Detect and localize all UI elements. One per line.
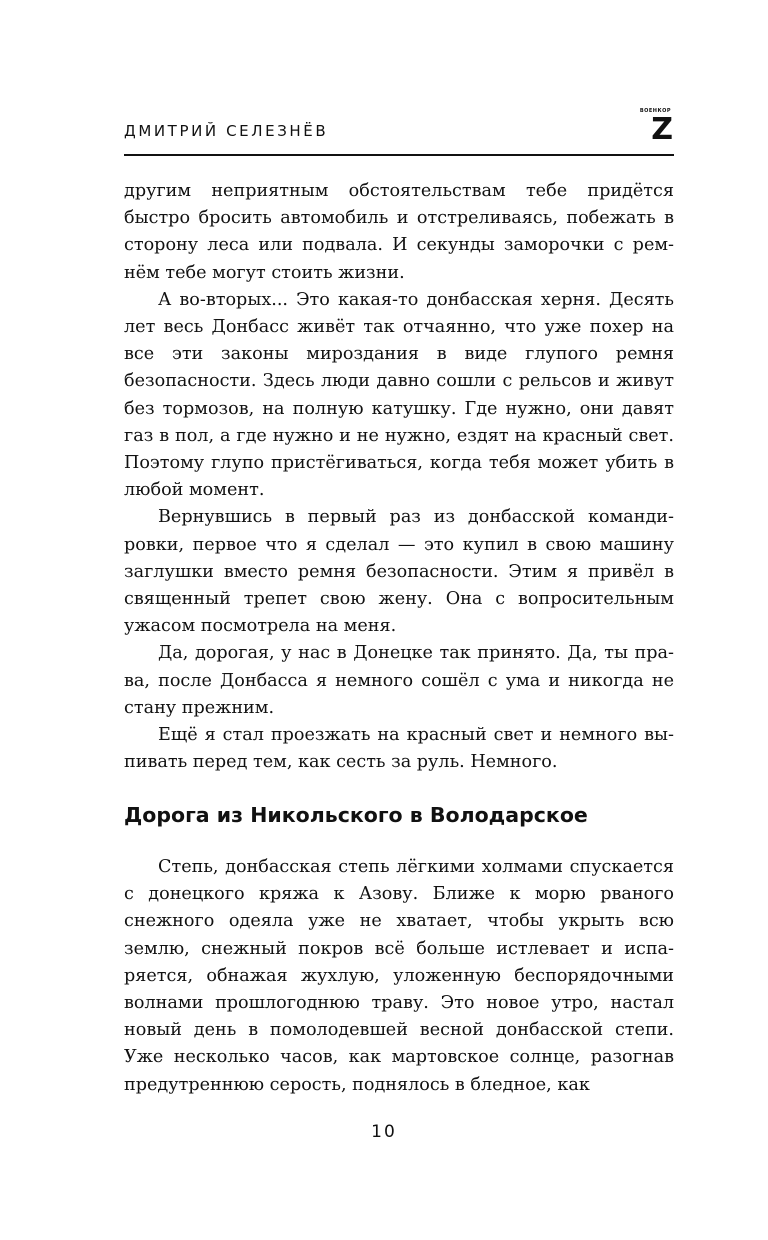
body-text-section-2 bbox=[124, 854, 674, 1099]
paragraph: А во-вторых... Это какая-то донбасская херня. Десять лет весь Донбасс живёт так отчаянно, что уже похер на все эти законы мироздания в виде глупого ремня безопасности. Здесь люди давно сошли с рельсов и живут без тормозов, на полную катушку. Где нужно, они давят газ в пол, а где нужно и не нужно, ездят на красный свет. Поэтому глупо пристёгиваться, когда тебя может убить в любой момент. bbox=[124, 289, 674, 501]
series-logo-caption: ВОЕНКОР bbox=[639, 108, 671, 114]
running-header bbox=[124, 108, 674, 156]
paragraph: другим неприятным обстоятельствам тебе придётся быстро бросить автомобиль и отстреливаясь, побежать в сторону леса или подвала. И секунды заморочки с ремнём тебе могут стоить жизни. bbox=[124, 181, 674, 283]
page-number: 10 bbox=[371, 1122, 397, 1142]
series-logo bbox=[639, 108, 674, 152]
paragraph: Степь, донбасская степь лёгкими холмами спускается с донецкого кряжа к Азову. Ближе к морю рваного снежного одеяла уже не хватает, чтобы укрыть всю землю, снежный покров всё больше истлевает и испаряется, обнажая жухлую, уложенную беспорядочными волнами прошлогоднюю траву. Это новое утро, настал новый день в помолодевшей весной донбасской степи. Уже несколько часов, как мартовское солнце, разогнав предутреннюю серость, поднялось в бледное, как bbox=[124, 857, 674, 1095]
paragraph: Вернувшись в первый раз из донбасской командировки, первое что я сделал — это купил в свою машину заглушки вместо ремня безопасности. Этим я привёл в священный трепет свою жену. Она с вопросительным ужасом посмотрела на меня. bbox=[124, 507, 674, 637]
body-text-section-1 bbox=[124, 178, 674, 776]
section-heading: Дорога из Никольского в Володарское bbox=[124, 803, 588, 827]
author-name: ДМИТРИЙ СЕЛЕЗНЁВ bbox=[124, 122, 329, 140]
paragraph: Да, дорогая, у нас в Донецке так принято. Да, ты права, после Донбасса я немного сошёл с ума и никогда не стану прежним. bbox=[124, 643, 674, 718]
series-logo-letter: Z bbox=[651, 112, 673, 147]
paragraph: Ещё я стал проезжать на красный свет и немного выпивать перед тем, как сесть за руль. Немного. bbox=[124, 725, 674, 773]
